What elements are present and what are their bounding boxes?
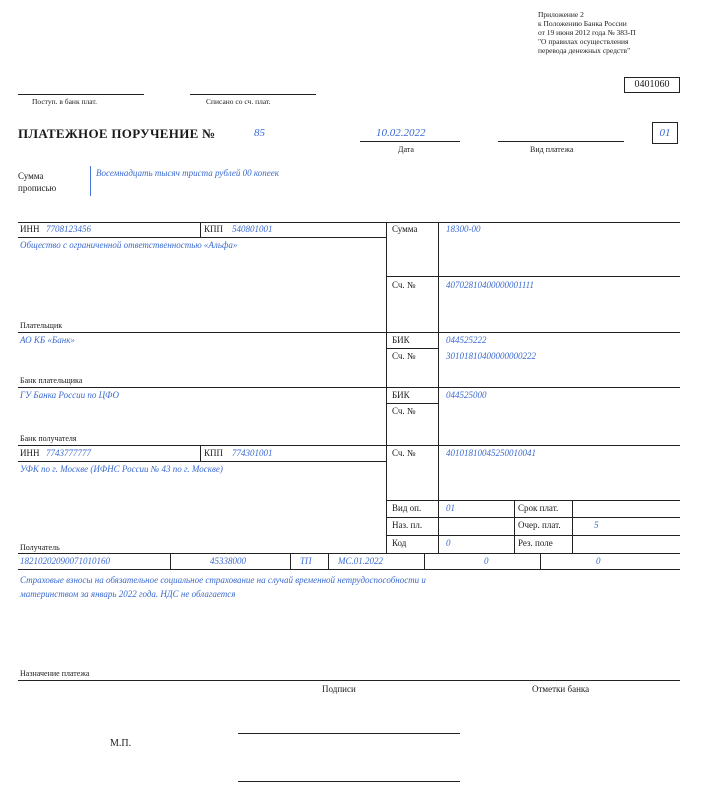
purpose-text-2: материнством за январь 2022 года. НДС не облагается	[20, 589, 236, 599]
annex-line-1: Приложение 2	[538, 10, 584, 19]
payee-label: Получатель	[20, 543, 60, 552]
payer-bank-account-label: Сч. №	[392, 351, 416, 361]
payer-inn: 7708123456	[46, 224, 91, 234]
reserve-label: Рез. поле	[518, 538, 553, 548]
payer-bank-name: АО КБ «Банк»	[20, 335, 75, 345]
grid-vline-payee-inn-kpp	[200, 445, 201, 461]
code-value: 0	[446, 538, 451, 548]
payer-label: Плательщик	[20, 321, 63, 330]
priority-label: Очер. плат.	[518, 520, 561, 530]
tax-sep-1	[170, 553, 171, 569]
signatures-label: Подписи	[322, 684, 356, 694]
payer-bank-account: 30101810400000000222	[446, 351, 536, 361]
grid-line-bik2	[386, 403, 438, 404]
tax-sep-5	[540, 553, 541, 569]
grid-line-payee-bank	[18, 445, 680, 446]
bank-marks-label: Отметки банка	[532, 684, 590, 694]
annex-line-3: от 19 июня 2012 года № 383-П	[538, 28, 636, 37]
payee-bank-name: ГУ Банка России по ЦФО	[20, 390, 119, 400]
date-label: Дата	[398, 145, 414, 154]
payee-account-label: Сч. №	[392, 448, 416, 458]
doc-number: 85	[254, 127, 265, 139]
grid-line-amount	[386, 276, 680, 277]
grid-line-code	[18, 553, 680, 554]
payer-bank-label: Банк плательщика	[20, 376, 83, 385]
purpose-line	[18, 680, 680, 681]
due-label: Срок плат.	[518, 503, 559, 513]
grid-line-payer	[18, 332, 680, 333]
tax-sep-4	[424, 553, 425, 569]
tax-doc-no: 0	[484, 556, 489, 566]
received-label: Поступ. в банк плат.	[32, 97, 97, 106]
payment-type-line	[498, 141, 624, 142]
grid-line-payee-acc	[386, 500, 680, 501]
payee-bank-account-label: Сч. №	[392, 406, 416, 416]
payee-kpp: 774301001	[232, 448, 273, 458]
purpose-code-label: Наз. пл.	[392, 520, 423, 530]
form-code: 0401060	[624, 77, 680, 93]
annex-line-2: к Положению Банка России	[538, 19, 627, 28]
payer-account: 40702810400000001111	[446, 280, 534, 290]
payee-inn: 7743777777	[46, 448, 91, 458]
payee-name: УФК по г. Москве (ИФНС России № 43 по г. Москве)	[20, 464, 223, 474]
grid-vline-labels	[438, 222, 439, 553]
tax-basis: ТП	[300, 556, 312, 566]
grid-line-payee-inn	[18, 461, 386, 462]
priority-value: 5	[594, 520, 599, 530]
grid-line-bik1	[386, 348, 438, 349]
op-type-label: Вид оп.	[392, 503, 422, 513]
tax-period: МС.01.2022	[338, 556, 383, 566]
payee-bik-label: БИК	[392, 390, 410, 400]
tax-sep-3	[328, 553, 329, 569]
grid-line-payer-bank	[18, 387, 680, 388]
date-line	[360, 141, 460, 142]
debited-label: Списано со сч. плат.	[206, 97, 271, 106]
grid-line-tax	[18, 569, 680, 570]
grid-vline-inn-kpp	[200, 222, 201, 237]
signature-line-2	[238, 781, 460, 782]
status-code: 01	[652, 122, 678, 144]
payee-kpp-label: КПП	[204, 448, 224, 458]
payer-account-label: Сч. №	[392, 280, 416, 290]
tax-oktmo: 45338000	[210, 556, 246, 566]
amount-words-marker	[90, 166, 91, 196]
grid-line-top	[18, 222, 680, 223]
grid-vline-codes2	[572, 500, 573, 553]
payer-bik: 044525222	[446, 335, 487, 345]
page-title: ПЛАТЕЖНОЕ ПОРУЧЕНИЕ №	[18, 126, 216, 141]
payer-bik-label: БИК	[392, 335, 410, 345]
amount-value: 18300-00	[446, 224, 481, 234]
tax-doc-date: 0	[596, 556, 601, 566]
payer-name: Общество с ограниченной ответственностью «Альфа»	[20, 240, 238, 250]
payee-inn-label: ИНН	[20, 448, 40, 458]
payment-type-label: Вид платежа	[530, 145, 574, 154]
op-type: 01	[446, 503, 455, 513]
payee-account: 40101810045250010041	[446, 448, 536, 458]
amount-words: Восемнадцать тысяч триста рублей 00 копеек	[96, 168, 279, 178]
grid-line-purpose	[386, 535, 680, 536]
annex-block	[538, 10, 636, 55]
date-value: 10.02.2022	[376, 127, 426, 139]
payer-inn-label: ИНН	[20, 224, 40, 234]
annex-line-5: перевода денежных средств"	[538, 46, 631, 55]
purpose-text-1: Страховые взносы на обязательное социальное страхование на случай временной нетрудоспособности и	[20, 575, 426, 585]
grid-line-op	[386, 517, 680, 518]
grid-vline-codes	[514, 500, 515, 553]
payee-bank-label: Банк получателя	[20, 434, 77, 443]
payer-kpp: 540801001	[232, 224, 273, 234]
amount-words-label: Сумма прописью	[18, 171, 57, 193]
purpose-label: Назначение платежа	[20, 669, 90, 678]
grid-vline-main	[386, 222, 387, 553]
amount-label: Сумма	[392, 224, 418, 234]
tax-kbk: 18210202090071010160	[20, 556, 110, 566]
payer-kpp-label: КПП	[204, 224, 224, 234]
code-label: Код	[392, 538, 407, 548]
payee-bik: 044525000	[446, 390, 487, 400]
signature-line-1	[238, 733, 460, 734]
stamp-label: М.П.	[110, 738, 132, 749]
received-line	[18, 94, 144, 95]
tax-sep-2	[290, 553, 291, 569]
grid-line-inn	[18, 237, 386, 238]
annex-line-4: "О правилах осуществления	[538, 37, 629, 46]
debited-line	[190, 94, 316, 95]
